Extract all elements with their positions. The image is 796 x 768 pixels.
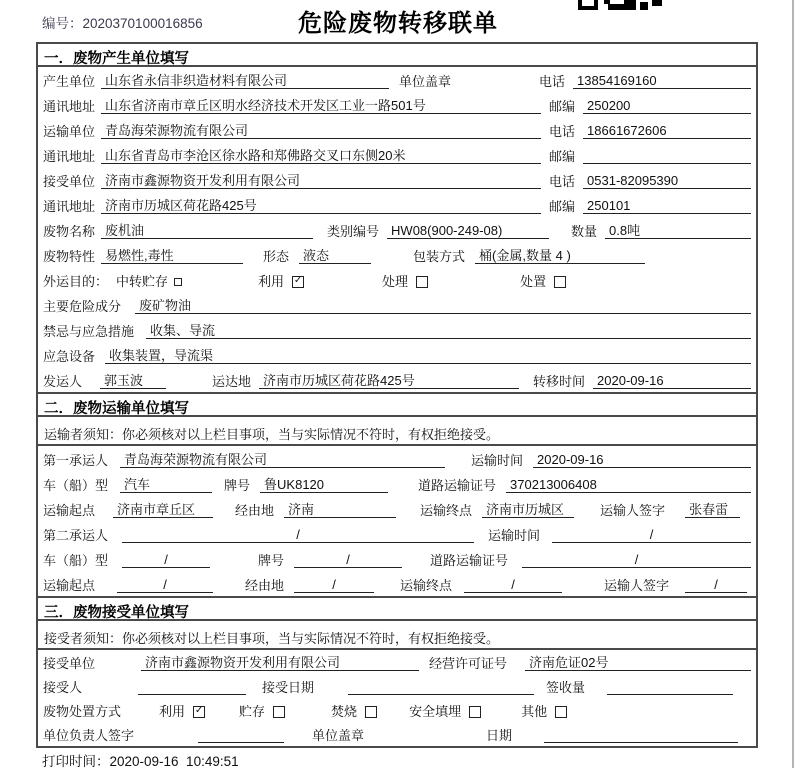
field-label: 类别编号 [327,224,380,239]
check-mark-icon: ✓ [194,705,204,716]
field-label: 牌号 [258,553,285,568]
form-row [38,571,756,596]
form-row [38,242,756,267]
field-value: 250101 [583,198,751,214]
field-value: 收集装置，导流渠 [105,348,751,364]
field-label: 废物处置方式 [43,704,122,719]
form-section [38,44,756,392]
print-time-label: 打印时间： [42,754,110,768]
field-label: 道路运输证号 [418,478,497,493]
field-value: 汽车 [120,477,212,493]
form-row [38,674,756,698]
field-value: 济南 [284,502,396,518]
static-text: 中转贮存 [116,274,169,289]
field-value: 济南市章丘区 [113,502,213,518]
field-label: 电话 [549,174,576,189]
field-value: 山东省青岛市李沧区徐水路和郑佛路交叉口东侧20米 [101,148,541,164]
form-row [38,367,756,392]
form-row [38,192,756,217]
form-row [38,546,756,571]
field-value: 青岛海荣源物流有限公司 [120,452,445,468]
field-label: 邮编 [549,199,576,214]
static-text: 利用 [159,704,186,719]
field-label: 车（船）型 [43,553,109,568]
field-label: 数量 [571,224,598,239]
field-value: 18661672606 [583,123,751,139]
section-title: 二．废物运输单位填写 [38,394,756,417]
field-value [583,148,751,164]
print-time [42,750,239,768]
field-label: 通讯地址 [43,149,96,164]
checkbox-unchecked [554,276,566,288]
field-value: / [552,527,751,543]
form-row [38,267,756,292]
field-value [198,727,284,743]
field-label: 运达地 [212,374,252,389]
static-text: 利用 [258,274,285,289]
field-value: / [294,577,374,593]
field-label: 运输时间 [488,528,541,543]
field-value: / [522,552,751,568]
field-label: 接受单位 [43,656,96,671]
field-value [138,679,246,695]
field-value: 废矿物油 [135,298,751,314]
field-value: 济南市历城区荷花路425号 [101,198,541,214]
form-row [38,117,756,142]
checkbox-unchecked [273,706,285,718]
form-row [38,521,756,546]
field-label: 运输人签字 [600,503,666,518]
field-value: / [685,577,747,593]
field-label: 运输起点 [43,503,96,518]
field-label: 经营许可证号 [429,656,508,671]
qr-code-fragment-icon [578,0,664,10]
field-label: 道路运输证号 [430,553,509,568]
field-value: / [117,577,213,593]
field-value: 0.8吨 [605,223,751,239]
field-label: 第一承运人 [43,453,109,468]
field-value: / [464,577,562,593]
serial-label: 编号： [42,16,83,31]
field-label: 邮编 [549,99,576,114]
field-label: 运输起点 [43,578,96,593]
field-value: 鲁UK8120 [260,477,388,493]
checkbox-unchecked [416,276,428,288]
field-value: HW08(900-249-08) [387,223,549,239]
form-row [38,167,756,192]
static-text: 安全填埋 [409,704,462,719]
check-mark-icon: ✓ [293,275,303,286]
form-row [38,142,756,167]
field-label: 运输人签字 [604,578,670,593]
field-value: 13854169160 [573,73,751,89]
checkbox-unchecked [555,706,567,718]
form-section [38,392,756,596]
field-value: 250200 [583,98,751,114]
field-label: 废物特性 [43,249,96,264]
form-row [38,698,756,722]
static-text: 处置 [520,274,547,289]
field-label: 形态 [263,249,290,264]
transfer-form-table [36,42,758,748]
serial-value: 2020370100016856 [82,16,203,31]
form-row [38,471,756,496]
field-label: 禁忌与应急措施 [43,324,135,339]
section-title: 三．废物接受单位填写 [38,598,756,621]
field-value: 2020-09-16 [593,373,751,389]
field-label: 接受人 [43,680,83,695]
field-label: 经由地 [235,503,275,518]
static-text: 贮存 [239,704,266,719]
notice-text: 接受者须知：你必须核对以上栏目事项，当与实际情况不符时，有权拒绝接受。 [38,621,756,650]
field-value: 废机油 [101,223,313,239]
field-label: 第二承运人 [43,528,109,543]
field-value [348,679,534,695]
static-text: 其他 [521,704,548,719]
form-row [38,446,756,471]
form-row [38,67,756,92]
field-label: 接受单位 [43,174,96,189]
field-label: 车（船）型 [43,478,109,493]
form-row [38,317,756,342]
field-value: 济南市鑫源物资开发利用有限公司 [101,173,541,189]
static-text: 焚烧 [331,704,358,719]
field-label: 电话 [549,124,576,139]
field-label: 包装方式 [413,249,466,264]
field-label: 运输时间 [471,453,524,468]
field-value: 济南危证02号 [525,655,751,671]
field-label: 发运人 [43,374,83,389]
notice-text: 运输者须知：你必须核对以上栏目事项，当与实际情况不符时，有权拒绝接受。 [38,417,756,446]
static-text: 处理 [382,274,409,289]
page-edge-line [792,0,794,768]
field-value: 易燃性,毒性 [101,248,243,264]
field-value: 收集、导流 [146,323,751,339]
field-label: 运输单位 [43,124,96,139]
field-label: 应急设备 [43,349,96,364]
field-label: 通讯地址 [43,199,96,214]
field-value: 济南市历城区 [482,502,574,518]
checkbox-checked [193,706,205,718]
static-text: 单位盖章 [399,74,452,89]
qr-block [578,6,598,10]
field-value: 0531-82095390 [583,173,751,189]
field-label: 产生单位 [43,74,96,89]
field-label: 经由地 [245,578,285,593]
field-label: 通讯地址 [43,99,96,114]
print-time-value: 2020-09-16 10:49:51 [109,754,239,768]
form-row [38,217,756,242]
form-row [38,650,756,674]
qr-block [640,2,648,10]
qr-block [652,0,662,6]
field-value: 郭玉波 [100,373,166,389]
field-label: 牌号 [224,478,251,493]
field-value: 2020-09-16 [533,452,751,468]
field-value: / [122,527,474,543]
page-title: 危险废物转移联单 [298,10,498,37]
field-value: 济南市鑫源物资开发利用有限公司 [141,655,419,671]
field-label: 运输终点 [420,503,473,518]
form-row [38,292,756,317]
field-label: 主要危险成分 [43,299,122,314]
static-text: 单位盖章 [312,728,365,743]
field-label: 日期 [486,728,513,743]
field-label: 转移时间 [533,374,586,389]
form-row [38,722,756,746]
field-value: 山东省永信非织造材料有限公司 [101,73,389,89]
field-label: 接受日期 [262,680,315,695]
field-value: 桶(金属,数量 4 ) [475,248,645,264]
field-value: 370213006408 [506,477,751,493]
field-label: 单位负责人签字 [43,728,135,743]
field-value: 青岛海荣源物流有限公司 [101,123,541,139]
section-title: 一．废物产生单位填写 [38,44,756,67]
field-value [544,727,738,743]
form-row [38,342,756,367]
field-value: 济南市历城区荷花路425号 [259,373,519,389]
qr-block [624,0,636,10]
form-row [38,496,756,521]
form-section [38,596,756,746]
field-value [607,679,733,695]
checkbox-unchecked [365,706,377,718]
checkbox-checked [292,276,304,288]
field-label: 签收量 [546,680,586,695]
field-value: / [294,552,402,568]
field-value: / [122,552,210,568]
field-value: 液态 [299,248,371,264]
field-label: 运输终点 [400,578,453,593]
field-label: 外运目的： [43,274,109,289]
form-row [38,92,756,117]
checkbox-unchecked [469,706,481,718]
field-label: 电话 [539,74,566,89]
field-value: 张春雷 [685,502,740,518]
field-label: 废物名称 [43,224,96,239]
field-value: 山东省济南市章丘区明水经济技术开发区工业一路501号 [101,98,541,114]
field-label: 邮编 [549,149,576,164]
checkbox-unchecked [174,278,182,286]
